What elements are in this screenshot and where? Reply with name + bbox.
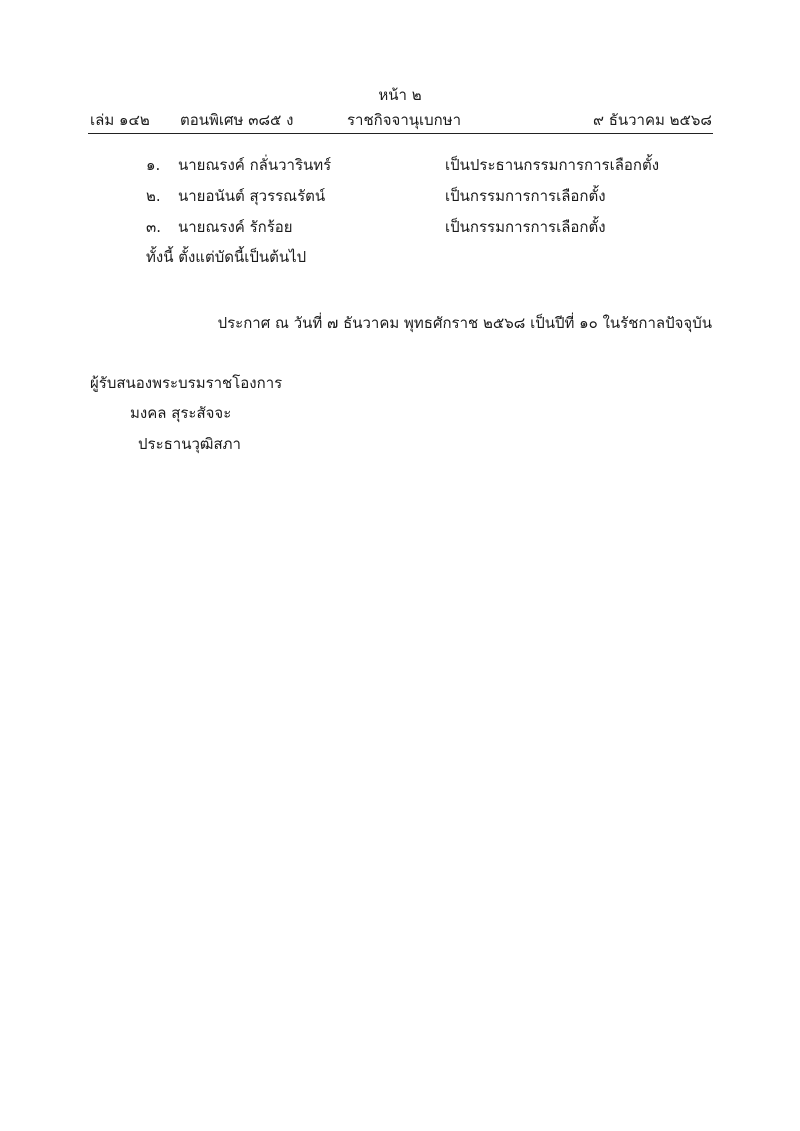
signer-name: มงคล สุระสัจจะ [130,404,232,422]
member-name: นายอนันต์ สุวรรณรัตน์ [178,187,326,205]
item-number: ๒. [146,187,161,205]
gazette-name: ราชกิจจานุเบกษา [347,111,462,129]
page-number: หน้า ๒ [378,86,422,104]
item-number: ๓. [146,218,162,236]
signer-title: ประธานวุฒิสภา [138,435,241,453]
member-role: เป็นกรรมการการเลือกตั้ง [445,218,606,236]
effective-statement: ทั้งนี้ ตั้งแต่บัดนี้เป็นต้นไป [146,248,307,266]
member-role: เป็นกรรมการการเลือกตั้ง [445,187,606,205]
member-role: เป็นประธานกรรมการการเลือกตั้ง [445,156,660,174]
announcement-date: ประกาศ ณ วันที่ ๗ ธันวาคม พุทธศักราช ๒๕๖๘ เป็นปีที่ ๑๐ ในรัชกาลปัจจุบัน [217,314,712,332]
header-divider [88,133,713,134]
publication-date: ๙ ธันวาคม ๒๕๖๘ [592,111,712,129]
member-name: นายณรงค์ รักร้อย [178,218,293,236]
member-name: นายณรงค์ กลั่นวารินทร์ [178,156,332,174]
volume-number: เล่ม ๑๔๒ [90,111,150,129]
countersign-label: ผู้รับสนองพระบรมราชโองการ [90,374,283,392]
issue-number: ตอนพิเศษ ๓๘๕ ง [180,111,294,129]
item-number: ๑. [146,156,161,174]
